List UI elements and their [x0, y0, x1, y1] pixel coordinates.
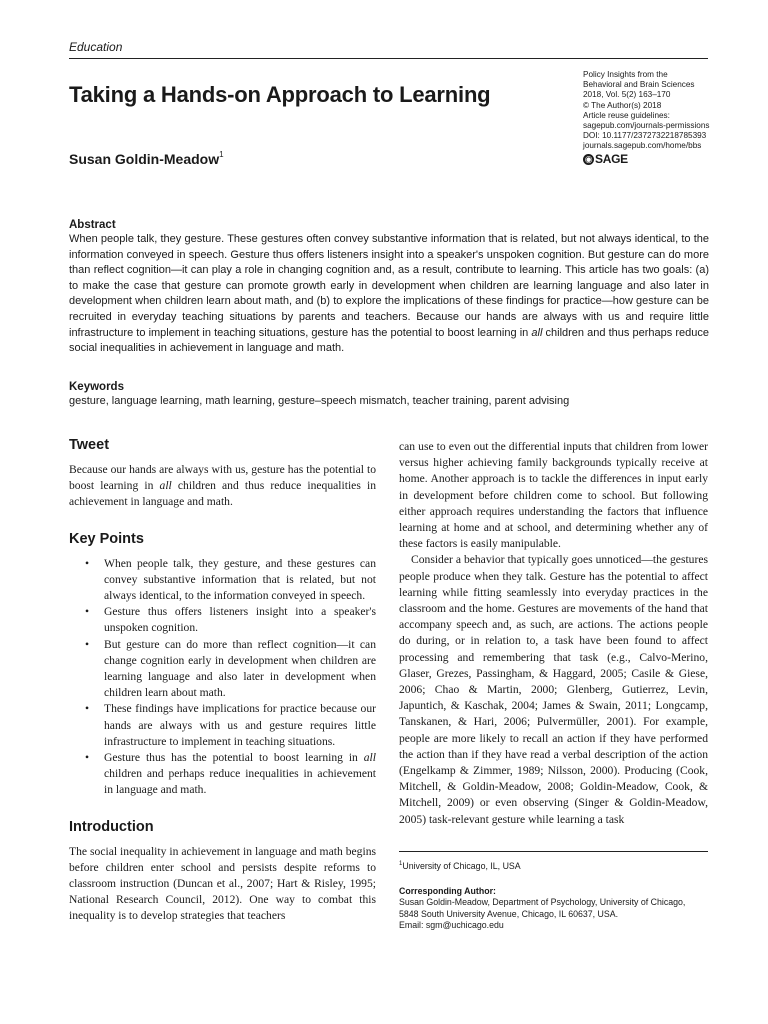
body-paragraph: Consider a behavior that typically goes unnoticed—the gestures people produce when they talk. Gesture has the potential to affect learning while fitting seamlessly into everyday practices in the classroom and the home. Gestures are movements of the hand that accompany speech and, as such, are actions. The actions people do during, or in relation to, a task have been found to affect processing and remembering that task (e.g., Calvo-Merino, Glaser, Grezes, Passingham, & Haggard, 2005; Casile & Giese, 2006; Chao & Martin, 2000; Glenberg, Gutierrez, Levin, Japuntich, & Kaschak, 2004; James & Swain, 2011; Longcamp, Tanskanen, & Hari, 2006; Pulvermüller, 2001). For example, people are more likely to recall an action if they have performed the action than if they have read a verbal description of the action (Engelkamp & Zimmer, 1989; Nilsson, 2000). Producing (Cook, Mitchell, & Goldin-Meadow, 2008; Goldin-Meadow, Cook, & Mitchell, 2009) or even observing (Singer & Goldin-Meadow, 2005) task-relevant gesture while learning a task [399, 553, 708, 826]
header-rule [69, 58, 708, 59]
abstract-heading: Abstract [69, 219, 116, 231]
abstract-text: When people talk, they gesture. These gestures often convey substantive information that is related, but not always identical, to the information conveyed in speech. Gesture thus offers listeners insight into a speaker's unspoken cognition. But gesture can do more than reflect cognition—it can play a role in changing cognition and, as a result, contribute to learning. This article has two goals: (a) to make the case that gesture can promote growth early in development when children are learning language and also later in development when children learn about math, and (b) to explore the implications of these findings for practice—how gesture can be recruited in everyday teaching situations by parents and teachers. Because our hands are always with us and require little infrastructure to implement in teaching situations, gesture has the potential to boost learning in all children and thus perhaps reduce social inequalities in achievement in language and math. [69, 233, 709, 355]
bullet-icon: • [85, 702, 90, 716]
affiliation-note: $^1$University of Chicago, IL, USA [399, 860, 521, 871]
list-item: • Gesture thus has the potential to boost learning in all children and perhaps reduce inequalities in achievement in language and math. [85, 751, 376, 797]
bullet-icon: • [85, 556, 90, 570]
key-points-heading: Key Points [69, 530, 144, 547]
meta-line: Article reuse guidelines: [583, 110, 670, 120]
footnote-rule [399, 851, 708, 852]
meta-line: © The Author(s) 2018 [583, 100, 662, 110]
meta-line: Behavioral and Brain Sciences [583, 80, 695, 90]
list-item: • When people talk, they gesture, and these gestures can convey substantive information that is related, but not always identical, to the information conveyed in speech. [85, 556, 376, 603]
list-item: • These findings have implications for practice because our hands are always with us and gesture requires little infrastructure to implement in teaching situations. [85, 702, 376, 748]
abstract [69, 219, 709, 357]
list-item: • Gesture thus offers listeners insight into a speaker's unspoken cognition. [85, 605, 376, 635]
corresponding-line: Susan Goldin-Meadow, Department of Psychology, University of Chicago, [399, 897, 686, 908]
bullet-icon: • [85, 605, 90, 619]
author-name: Susan Goldin-Meadow [69, 151, 220, 167]
sage-circle-icon: ◉ [584, 153, 593, 164]
meta-line: 2018, Vol. 5(2) 163–170 [583, 90, 671, 100]
meta-line: Policy Insights from the [583, 70, 668, 79]
journal-meta [583, 70, 733, 165]
bullet-icon: • [85, 637, 90, 651]
right-column [399, 439, 708, 828]
author-line [69, 151, 224, 167]
corresponding-line: 5848 South University Avenue, Chicago, IL 60637, USA. [399, 908, 619, 919]
section-label: Education [69, 40, 123, 54]
meta-line[interactable]: journals.sagepub.com/home/bbs [583, 141, 702, 151]
sage-logo [583, 154, 733, 165]
author-affiliation-marker: 1 [219, 150, 224, 159]
article-title: Taking a Hands-on Approach to Learning [69, 82, 491, 107]
corresponding-email[interactable]: Email: sgm@uchicago.edu [399, 919, 504, 930]
meta-doi[interactable]: DOI: 10.1177/2372732218785393 [583, 131, 707, 141]
tweet-text: Because our hands are always with us, gesture has the potential to boost learning in all children and thus reduce inequalities in achievement in language and math. [69, 463, 376, 509]
left-column [69, 437, 376, 925]
meta-line[interactable]: sagepub.com/journals-permissions [583, 121, 710, 131]
tweet-heading: Tweet [69, 437, 110, 453]
introduction-heading: Introduction [69, 818, 154, 835]
key-points-list [69, 556, 376, 799]
footnotes [399, 859, 719, 931]
introduction-paragraph: The social inequality in achievement in language and math begins before children enter school and persists despite reforms to classroom instruction (Duncan et al., 2007; Hart & Risley, 1995; National Research Council, 2012). One way to combat this inequality is to develop strategies that teachers [69, 844, 376, 923]
keywords [69, 381, 709, 409]
keywords-text: gesture, language learning, math learning, gesture–speech mismatch, teacher training, parent advising [69, 395, 570, 407]
corresponding-author-heading: Corresponding Author: [399, 886, 496, 897]
sage-logo-text: SAGE [595, 152, 628, 167]
list-item: • But gesture can do more than reflect cognition—it can change cognition early in development when children are learning language and also later in development when children learn about math. [85, 637, 376, 700]
keywords-heading: Keywords [69, 381, 124, 393]
body-paragraph: can use to even out the differential inputs that children from lower versus higher achieving family backgrounds typically receive at home. Another approach is to tackle the differences in input early in development before children come to school. But following either approach requires understanding the factors that influence learning at home and at school, and determining whether any of these factors is easily manipulable. [399, 440, 708, 551]
bullet-icon: • [85, 751, 90, 765]
